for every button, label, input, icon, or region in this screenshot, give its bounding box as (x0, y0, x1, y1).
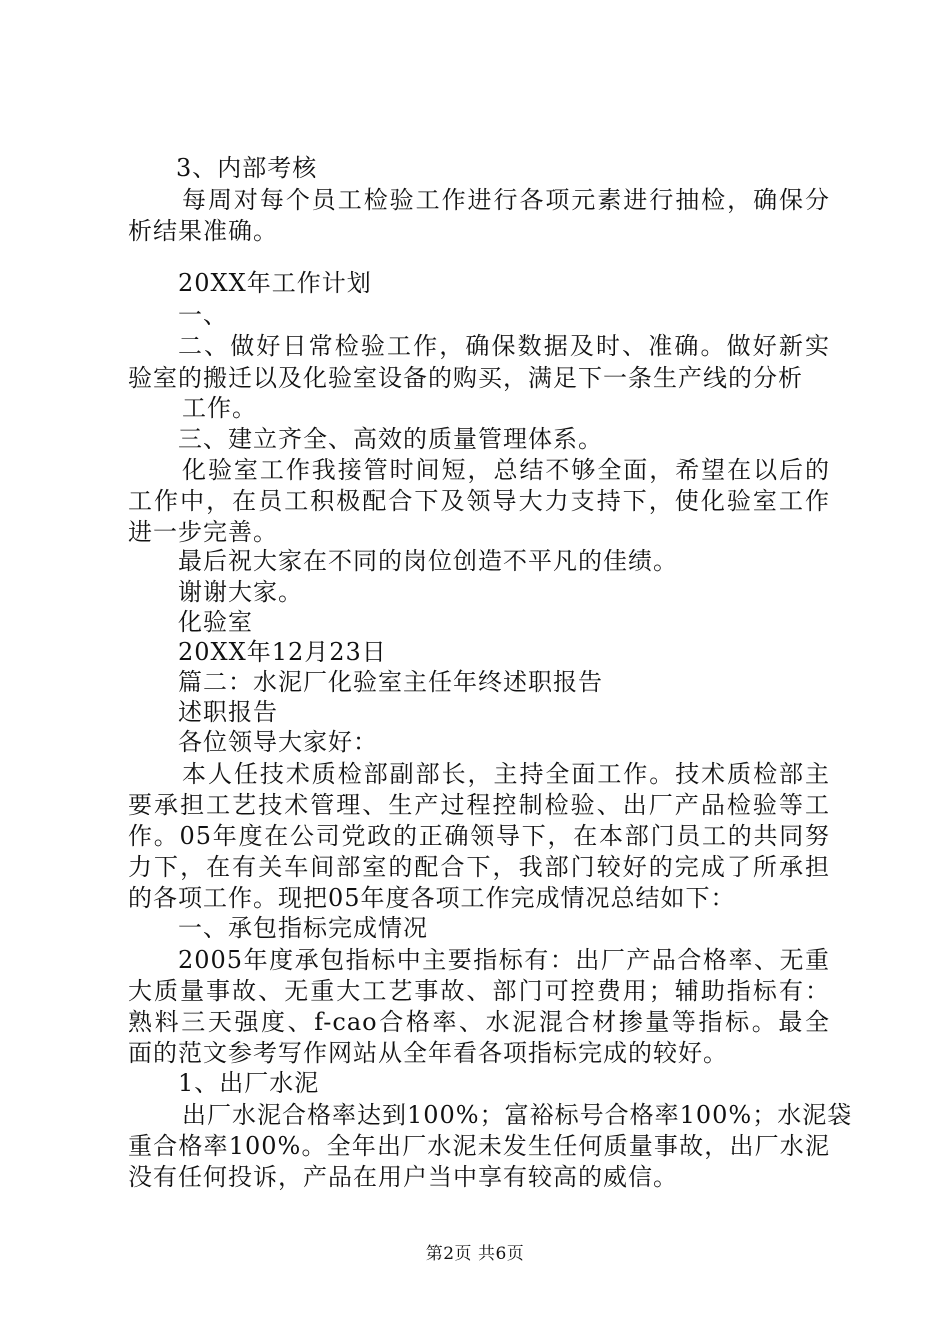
signature-department: 化验室 (178, 608, 253, 636)
list-item: 三、建立齐全、高效的质量管理体系。 (178, 425, 603, 453)
heading-internal-assessment: 3、内部考核 (176, 154, 318, 182)
heading-work-plan: 20XX年工作计划 (178, 269, 372, 297)
paragraph-line: 重合格率100%。全年出厂水泥未发生任何质量事故，出厂水泥 (128, 1132, 830, 1160)
paragraph-line: 验室的搬迁以及化验室设备的购买，满足下一条生产线的分析 (128, 364, 803, 392)
page-footer: 第2页 共6页 (425, 1244, 525, 1264)
paragraph-line: 大质量事故、无重大工艺事故、部门可控费用；辅助指标有： (128, 977, 830, 1005)
paragraph-line: 熟料三天强度、f-cao合格率、水泥混合材掺量等指标。最全 (128, 1008, 830, 1036)
salutation: 各位领导大家好： (178, 728, 378, 756)
list-item: 二、做好日常检验工作，确保数据及时、准确。做好新实 (178, 332, 830, 360)
paragraph-line: 要承担工艺技术管理、生产过程控制检验、出厂产品检验等工 (128, 791, 830, 819)
list-item: 一、 (178, 301, 228, 329)
signature-date: 20XX年12月23日 (178, 638, 387, 666)
paragraph-line: 作。05年度在公司党政的正确领导下，在本部门员工的共同努 (128, 822, 830, 850)
paragraph-line: 2005年度承包指标中主要指标有：出厂产品合格率、无重 (178, 946, 830, 974)
paragraph-line: 工作中，在员工积极配合下及领导大力支持下，使化验室工作 (128, 487, 830, 515)
subheading: 1、出厂水泥 (178, 1069, 320, 1097)
paragraph-line: 出厂水泥合格率达到100%；富裕标号合格率100%；水泥袋 (182, 1101, 853, 1129)
paragraph-line: 化验室工作我接管时间短，总结不够全面，希望在以后的 (182, 456, 830, 484)
paragraph-line: 进一步完善。 (128, 518, 278, 546)
paragraph-line: 最后祝大家在不同的岗位创造不平凡的佳绩。 (178, 547, 678, 575)
section-title: 篇二：水泥厂化验室主任年终述职报告 (178, 668, 603, 696)
paragraph-line: 析结果准确。 (128, 217, 278, 245)
closing-thanks: 谢谢大家。 (178, 578, 303, 606)
paragraph-line: 工作。 (182, 394, 257, 422)
paragraph-line: 没有任何投诉，产品在用户当中享有较高的威信。 (128, 1163, 678, 1191)
paragraph-line: 每周对每个员工检验工作进行各项元素进行抽检，确保分 (182, 186, 830, 214)
report-title: 述职报告 (178, 698, 278, 726)
paragraph-line: 力下，在有关车间部室的配合下，我部门较好的完成了所承担 (128, 853, 830, 881)
paragraph-line: 面的范文参考写作网站从全年看各项指标完成的较好。 (128, 1039, 728, 1067)
subheading: 一、承包指标完成情况 (178, 914, 428, 942)
paragraph-line: 的各项工作。现把05年度各项工作完成情况总结如下： (128, 884, 736, 912)
paragraph-line: 本人任技术质检部副部长，主持全面工作。技术质检部主 (182, 760, 830, 788)
